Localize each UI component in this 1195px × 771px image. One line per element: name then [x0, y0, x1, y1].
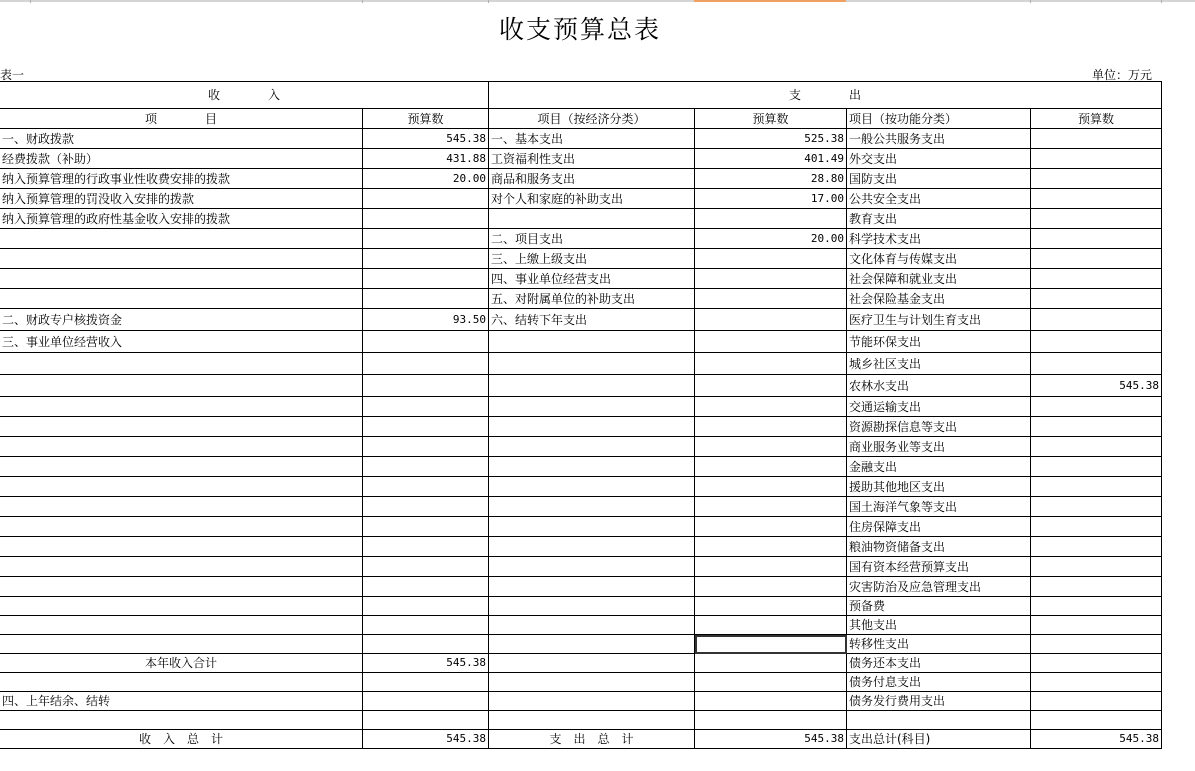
income-budget-cell[interactable]: [363, 249, 489, 269]
func-item-header[interactable]: 项目（按功能分类）: [847, 109, 1031, 129]
func-budget-cell[interactable]: [1031, 597, 1162, 616]
func-budget-cell[interactable]: [1031, 397, 1162, 417]
func-item-cell[interactable]: 国防支出: [847, 169, 1031, 189]
income-budget-cell[interactable]: [363, 331, 489, 353]
income-budget-cell[interactable]: [363, 692, 489, 711]
econ-budget-cell[interactable]: 17.00: [695, 189, 847, 209]
income-budget-cell[interactable]: [363, 457, 489, 477]
table-row: [0, 169, 1162, 189]
table-row: [0, 597, 1162, 616]
func-item-cell[interactable]: 文化体育与传媒支出: [847, 249, 1031, 269]
func-budget-cell[interactable]: 545.38: [1031, 375, 1162, 397]
table-row: [0, 557, 1162, 577]
table-row: [0, 375, 1162, 397]
func-budget-cell[interactable]: [1031, 129, 1162, 149]
func-item-cell[interactable]: 教育支出: [847, 209, 1031, 229]
income-budget-cell[interactable]: [363, 497, 489, 517]
table-row: [0, 289, 1162, 309]
income-budget-cell[interactable]: [363, 189, 489, 209]
income-budget-cell[interactable]: [363, 557, 489, 577]
func-item-cell[interactable]: 外交支出: [847, 149, 1031, 169]
income-budget-cell[interactable]: 545.38: [363, 129, 489, 149]
func-budget-cell[interactable]: [1031, 289, 1162, 309]
func-budget-cell[interactable]: [1031, 149, 1162, 169]
income-budget-cell[interactable]: [363, 229, 489, 249]
income-budget-cell[interactable]: [363, 635, 489, 654]
econ-item-cell[interactable]: [489, 616, 695, 635]
income-budget-cell[interactable]: [363, 517, 489, 537]
econ-item-cell[interactable]: [489, 711, 695, 730]
econ-budget-cell[interactable]: [695, 249, 847, 269]
table-row: [0, 692, 1162, 711]
econ-item-cell[interactable]: [489, 457, 695, 477]
econ-item-cell[interactable]: [489, 537, 695, 557]
func-budget-cell[interactable]: [1031, 635, 1162, 654]
income-item-cell[interactable]: [0, 673, 363, 692]
table-row: [0, 309, 1162, 331]
income-item-cell[interactable]: 纳入预算管理的罚没收入安排的拨款: [0, 189, 363, 209]
econ-budget-cell[interactable]: [695, 597, 847, 616]
econ-item-cell[interactable]: 一、基本支出: [489, 129, 695, 149]
func-budget-cell[interactable]: [1031, 477, 1162, 497]
table-row: [0, 654, 1162, 673]
econ-item-cell[interactable]: [489, 397, 695, 417]
column-divider: [362, 0, 363, 3]
econ-item-cell[interactable]: [489, 577, 695, 597]
func-item-cell[interactable]: 社会保障和就业支出: [847, 269, 1031, 289]
func-budget-cell[interactable]: [1031, 189, 1162, 209]
table-row: [0, 477, 1162, 497]
func-item-cell[interactable]: 医疗卫生与计划生育支出: [847, 309, 1031, 331]
table-row: [0, 711, 1162, 730]
income-item-cell[interactable]: [0, 397, 363, 417]
func-budget-cell[interactable]: [1031, 309, 1162, 331]
econ-item-cell[interactable]: [489, 375, 695, 397]
income-item-cell[interactable]: 收 入 总 计: [0, 730, 363, 749]
table-row: [0, 189, 1162, 209]
func-budget-cell[interactable]: [1031, 517, 1162, 537]
income-budget-cell[interactable]: [363, 269, 489, 289]
income-item-cell[interactable]: 一、财政拨款: [0, 129, 363, 149]
sheet-top-strip: [0, 0, 1195, 2]
income-item-cell[interactable]: 纳入预算管理的政府性基金收入安排的拨款: [0, 209, 363, 229]
income-budget-cell[interactable]: 431.88: [363, 149, 489, 169]
econ-budget-cell[interactable]: [695, 437, 847, 457]
econ-item-cell[interactable]: 六、结转下年支出: [489, 309, 695, 331]
column-divider: [30, 0, 31, 3]
econ-item-cell[interactable]: [489, 353, 695, 375]
func-budget-cell[interactable]: [1031, 437, 1162, 457]
income-budget-cell[interactable]: [363, 417, 489, 437]
income-budget-cell[interactable]: [363, 577, 489, 597]
econ-budget-cell[interactable]: [695, 457, 847, 477]
income-item-cell[interactable]: [0, 353, 363, 375]
func-budget-cell[interactable]: [1031, 616, 1162, 635]
econ-budget-cell[interactable]: [695, 497, 847, 517]
income-budget-cell[interactable]: 545.38: [363, 730, 489, 749]
func-budget-cell[interactable]: [1031, 169, 1162, 189]
func-budget-header[interactable]: 预算数: [1031, 109, 1162, 129]
income-budget-cell[interactable]: [363, 711, 489, 730]
econ-budget-cell[interactable]: [695, 557, 847, 577]
econ-item-cell[interactable]: 二、项目支出: [489, 229, 695, 249]
expense-header[interactable]: 支 出: [489, 82, 1162, 109]
func-item-cell[interactable]: 城乡社区支出: [847, 353, 1031, 375]
income-header[interactable]: 收 入: [0, 82, 489, 109]
econ-budget-cell[interactable]: [695, 209, 847, 229]
econ-item-cell[interactable]: 四、事业单位经营支出: [489, 269, 695, 289]
income-item-cell[interactable]: [0, 711, 363, 730]
econ-budget-cell[interactable]: [695, 477, 847, 497]
econ-item-cell[interactable]: [489, 437, 695, 457]
func-item-cell[interactable]: 交通运输支出: [847, 397, 1031, 417]
income-budget-cell[interactable]: [363, 353, 489, 375]
income-item-cell[interactable]: [0, 477, 363, 497]
table-row: [0, 209, 1162, 229]
income-item-cell[interactable]: [0, 635, 363, 654]
econ-item-cell[interactable]: [489, 654, 695, 673]
econ-budget-cell[interactable]: 525.38: [695, 129, 847, 149]
income-item-cell[interactable]: [0, 437, 363, 457]
income-item-cell[interactable]: [0, 249, 363, 269]
func-item-cell[interactable]: 社会保险基金支出: [847, 289, 1031, 309]
func-item-cell[interactable]: 援助其他地区支出: [847, 477, 1031, 497]
econ-budget-cell[interactable]: [695, 331, 847, 353]
income-item-cell[interactable]: [0, 457, 363, 477]
table-row: [0, 437, 1162, 457]
func-budget-cell[interactable]: [1031, 692, 1162, 711]
func-budget-cell[interactable]: [1031, 537, 1162, 557]
income-budget-cell[interactable]: 93.50: [363, 309, 489, 331]
income-item-header[interactable]: 项 目: [0, 109, 363, 129]
econ-item-cell[interactable]: 对个人和家庭的补助支出: [489, 189, 695, 209]
income-item-cell[interactable]: [0, 229, 363, 249]
income-budget-cell[interactable]: 545.38: [363, 654, 489, 673]
econ-item-cell[interactable]: [489, 597, 695, 616]
income-budget-cell[interactable]: [363, 289, 489, 309]
table-row: [0, 417, 1162, 437]
income-budget-cell[interactable]: 20.00: [363, 169, 489, 189]
func-item-cell[interactable]: 其他支出: [847, 616, 1031, 635]
econ-budget-cell[interactable]: [695, 673, 847, 692]
func-budget-cell[interactable]: [1031, 457, 1162, 477]
func-item-cell[interactable]: 灾害防治及应急管理支出: [847, 577, 1031, 597]
func-item-cell[interactable]: 债务发行费用支出: [847, 692, 1031, 711]
income-budget-cell[interactable]: [363, 375, 489, 397]
func-budget-cell[interactable]: [1031, 209, 1162, 229]
income-item-cell[interactable]: [0, 616, 363, 635]
econ-budget-cell[interactable]: [695, 417, 847, 437]
econ-budget-cell[interactable]: [695, 616, 847, 635]
econ-item-cell[interactable]: [489, 209, 695, 229]
table-row: [0, 269, 1162, 289]
econ-item-cell[interactable]: 支 出 总 计: [489, 730, 695, 749]
income-budget-cell[interactable]: [363, 209, 489, 229]
table-row: [0, 457, 1162, 477]
econ-budget-cell[interactable]: 20.00: [695, 229, 847, 249]
unit-label: 单位：万元: [1092, 68, 1153, 82]
func-item-cell[interactable]: 公共安全支出: [847, 189, 1031, 209]
income-item-cell[interactable]: [0, 537, 363, 557]
income-item-cell[interactable]: [0, 417, 363, 437]
table-row: [0, 517, 1162, 537]
econ-item-header[interactable]: 项目（按经济分类）: [489, 109, 695, 129]
table-row: [0, 497, 1162, 517]
func-item-cell[interactable]: [847, 711, 1031, 730]
income-budget-cell[interactable]: [363, 397, 489, 417]
table-row: [0, 129, 1162, 149]
econ-item-cell[interactable]: [489, 497, 695, 517]
func-item-cell[interactable]: 粮油物资储备支出: [847, 537, 1031, 557]
table-row: [0, 673, 1162, 692]
func-budget-cell[interactable]: [1031, 249, 1162, 269]
econ-item-cell[interactable]: [489, 517, 695, 537]
income-item-cell[interactable]: 二、财政专户核拨资金: [0, 309, 363, 331]
func-item-cell[interactable]: 科学技术支出: [847, 229, 1031, 249]
func-item-cell[interactable]: 国有资本经营预算支出: [847, 557, 1031, 577]
income-budget-cell[interactable]: [363, 597, 489, 616]
func-item-cell[interactable]: 国土海洋气象等支出: [847, 497, 1031, 517]
econ-budget-cell[interactable]: [695, 517, 847, 537]
table-row: [0, 353, 1162, 375]
econ-budget-cell[interactable]: [695, 289, 847, 309]
table-number: 表一: [0, 68, 25, 82]
income-item-cell[interactable]: 四、上年结余、结转: [0, 692, 363, 711]
func-budget-cell[interactable]: [1031, 417, 1162, 437]
income-item-cell[interactable]: [0, 375, 363, 397]
econ-item-cell[interactable]: [489, 692, 695, 711]
income-budget-cell[interactable]: [363, 537, 489, 557]
selected-column-indicator: [694, 0, 846, 2]
func-item-cell[interactable]: 支出总计(科目): [847, 730, 1031, 749]
func-item-cell[interactable]: 一般公共服务支出: [847, 129, 1031, 149]
func-budget-cell[interactable]: [1031, 497, 1162, 517]
econ-budget-cell[interactable]: [695, 711, 847, 730]
income-item-cell[interactable]: [0, 597, 363, 616]
econ-budget-cell[interactable]: [695, 692, 847, 711]
econ-item-cell[interactable]: [489, 331, 695, 353]
econ-budget-cell[interactable]: [695, 269, 847, 289]
econ-budget-cell[interactable]: [695, 577, 847, 597]
func-budget-cell[interactable]: 545.38: [1031, 730, 1162, 749]
income-item-cell[interactable]: 本年收入合计: [0, 654, 363, 673]
func-item-cell[interactable]: 资源勘探信息等支出: [847, 417, 1031, 437]
func-item-cell[interactable]: 节能环保支出: [847, 331, 1031, 353]
func-budget-cell[interactable]: [1031, 654, 1162, 673]
func-budget-cell[interactable]: [1031, 331, 1162, 353]
func-budget-cell[interactable]: [1031, 229, 1162, 249]
econ-item-cell[interactable]: [489, 635, 695, 654]
table-row: [0, 397, 1162, 417]
func-budget-cell[interactable]: [1031, 557, 1162, 577]
econ-budget-cell[interactable]: [695, 635, 847, 654]
table-row: [0, 149, 1162, 169]
econ-item-cell[interactable]: [489, 673, 695, 692]
table-row: [0, 730, 1162, 749]
income-budget-header[interactable]: 预算数: [363, 109, 489, 129]
econ-item-cell[interactable]: [489, 557, 695, 577]
income-budget-cell[interactable]: [363, 437, 489, 457]
budget-table: [0, 81, 1162, 749]
func-item-cell[interactable]: 金融支出: [847, 457, 1031, 477]
income-item-cell[interactable]: 经费拨款（补助）: [0, 149, 363, 169]
income-item-cell[interactable]: 三、事业单位经营收入: [0, 331, 363, 353]
func-item-cell[interactable]: 债务还本支出: [847, 654, 1031, 673]
table-row: [0, 537, 1162, 557]
income-budget-cell[interactable]: [363, 616, 489, 635]
income-item-cell[interactable]: [0, 269, 363, 289]
income-item-cell[interactable]: [0, 289, 363, 309]
income-budget-cell[interactable]: [363, 477, 489, 497]
func-item-cell[interactable]: 商业服务业等支出: [847, 437, 1031, 457]
econ-budget-cell[interactable]: 401.49: [695, 149, 847, 169]
page-title: 收支预算总表: [498, 15, 661, 44]
income-item-cell[interactable]: [0, 557, 363, 577]
func-item-cell[interactable]: 转移性支出: [847, 635, 1031, 654]
func-budget-cell[interactable]: [1031, 673, 1162, 692]
econ-budget-cell[interactable]: [695, 397, 847, 417]
table-row: [0, 635, 1162, 654]
func-item-cell[interactable]: 预备费: [847, 597, 1031, 616]
func-budget-cell[interactable]: [1031, 353, 1162, 375]
income-item-cell[interactable]: [0, 577, 363, 597]
econ-item-cell[interactable]: 商品和服务支出: [489, 169, 695, 189]
econ-budget-cell[interactable]: 545.38: [695, 730, 847, 749]
column-divider: [488, 0, 489, 3]
table-row: [0, 577, 1162, 597]
econ-budget-header[interactable]: 预算数: [695, 109, 847, 129]
table-row: [0, 331, 1162, 353]
econ-budget-cell[interactable]: [695, 375, 847, 397]
func-budget-cell[interactable]: [1031, 269, 1162, 289]
econ-budget-cell[interactable]: [695, 654, 847, 673]
econ-item-cell[interactable]: [489, 477, 695, 497]
table-row: [0, 229, 1162, 249]
func-item-cell[interactable]: 债务付息支出: [847, 673, 1031, 692]
func-item-cell[interactable]: 农林水支出: [847, 375, 1031, 397]
econ-item-cell[interactable]: 三、上缴上级支出: [489, 249, 695, 269]
econ-item-cell[interactable]: [489, 417, 695, 437]
func-budget-cell[interactable]: [1031, 577, 1162, 597]
func-budget-cell[interactable]: [1031, 711, 1162, 730]
func-item-cell[interactable]: 住房保障支出: [847, 517, 1031, 537]
econ-item-cell[interactable]: 五、对附属单位的补助支出: [489, 289, 695, 309]
income-item-cell[interactable]: [0, 517, 363, 537]
income-item-cell[interactable]: [0, 497, 363, 517]
income-item-cell[interactable]: 纳入预算管理的行政事业性收费安排的拨款: [0, 169, 363, 189]
table-row: [0, 249, 1162, 269]
column-divider: [1030, 0, 1031, 3]
econ-item-cell[interactable]: 工资福利性支出: [489, 149, 695, 169]
income-budget-cell[interactable]: [363, 673, 489, 692]
econ-budget-cell[interactable]: [695, 537, 847, 557]
econ-budget-cell[interactable]: 28.80: [695, 169, 847, 189]
table-row: [0, 616, 1162, 635]
column-divider: [1161, 0, 1162, 3]
econ-budget-cell[interactable]: [695, 353, 847, 375]
econ-budget-cell[interactable]: [695, 309, 847, 331]
